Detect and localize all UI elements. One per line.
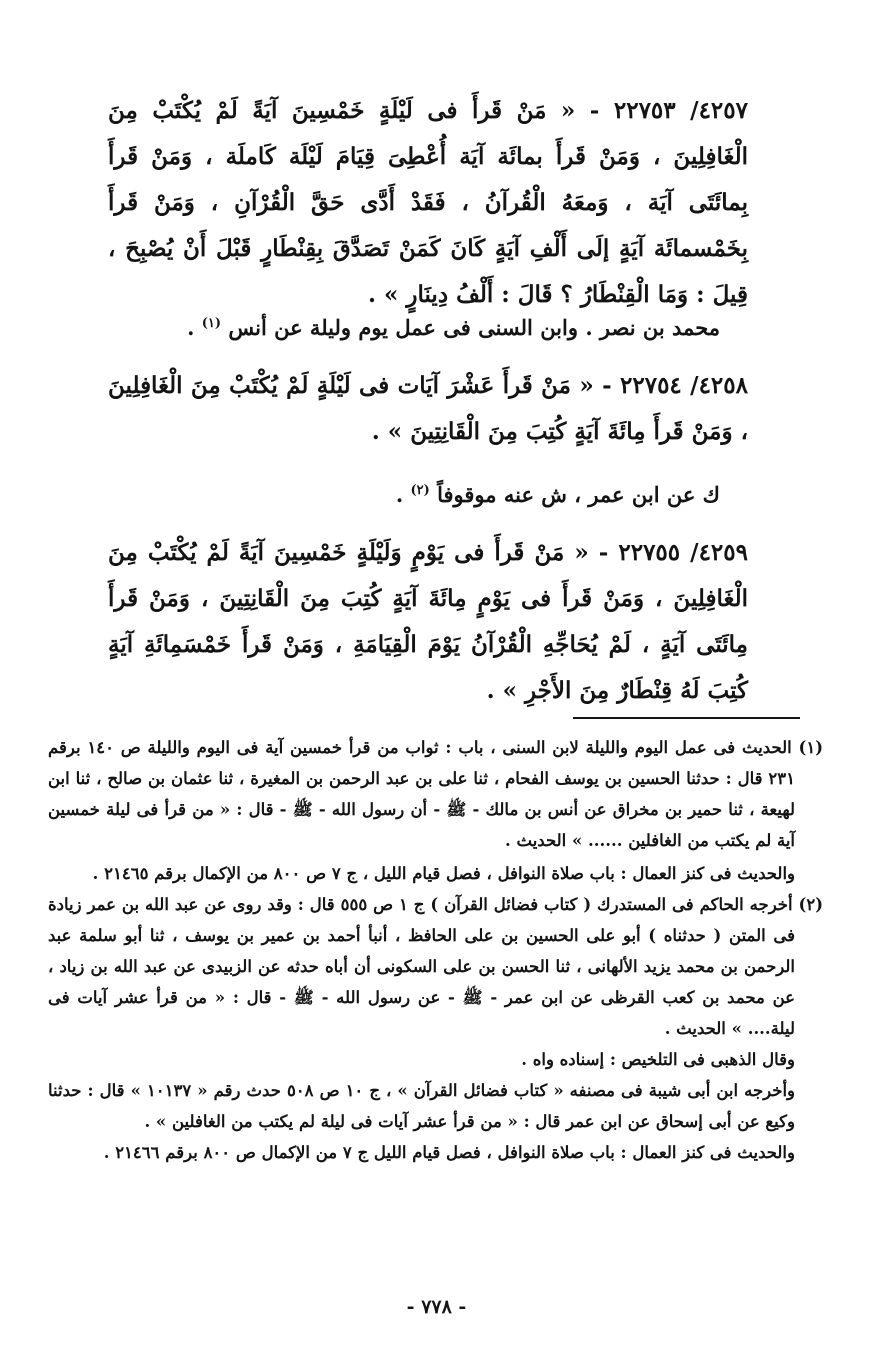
source-paragraph <box>108 308 748 348</box>
source-text: ك عن ابن عمر ، ش عنه موقوفاً <box>437 482 720 507</box>
footnote-2-continuation: والحديث فى كنز العمال : باب صلاة النوافل ، فصل قيام الليل ج ٧ من الإكمال ص ٨٠٠ برقم ٢١٤٦٦ . <box>103 1143 795 1162</box>
hadith-dash: - <box>593 372 612 399</box>
footnote-2-continuation: وأخرجه ابن أبى شيبة فى مصنفه « كتاب فضائل القرآن » ، ج ١٠ ص ٥٠٨ حدث رقم « ١٠١٣٧ » قال : حدثنا وكيع عن أبى إسحاق عن ابن عمر قال : « من قرأ عشر آيات فى ليلة لم يكتب من الغافلين » . <box>48 1081 796 1131</box>
footnote-ref: (١) <box>201 316 222 331</box>
footnote-1-continuation: والحديث فى كنز العمال : باب صلاة النوافل ، فصل قيام الليل ، ج ٧ ص ٨٠٠ من الإكمال برقم ٢١٤٦٥ . <box>92 864 795 883</box>
source-text: محمد بن نصر . وابن السنى فى عمل يوم وليلة عن أنس <box>228 315 720 340</box>
hadith-text: « مَنْ قَرأَ فى يَوْمٍ وَلَيْلَةٍ خَمْسِينَ آيَةً لَمْ يُكْتَبْ مِنَ الْغَافِلِينَ ، وَمَنْ قَرأَ فى يَوْمٍ مِائَةَ آيَةٍ كُتِبَ مِنَ الْقَانِتِينَ ، وَمَنْ قَرأَ مِائَتَى آيَةٍ ، لَمْ يُحَاجِّهِ الْقُرْآنُ يَوْمَ الْقِيَامَةِ ، وَمَنْ قَرأَ خَمْسَمِائَةِ آيَةٍ كُتِبَ لَهُ قِنْطَارٌ مِنَ الأَجْرِ » . <box>108 539 748 704</box>
footnote-ref: (٢) <box>410 483 430 498</box>
footnote-2-continuation: وقال الذهبى فى التلخيص : إسناده واه . <box>521 1050 795 1069</box>
source-line <box>108 475 748 515</box>
hadith-number: ٤٢٥٨/ ٢٢٧٥٤ <box>620 372 748 399</box>
source-end: . <box>395 482 404 507</box>
hadith-number: ٤٢٥٧/ ٢٢٧٥٣ <box>613 97 748 124</box>
footnote-2: (٢) أخرجه الحاكم فى المستدرك ( كتاب فضائل القرآن ) ج ١ ص ٥٥٥ قال : وقد روى عن عبد الله بن عمر زيادة فى المتن ( حدثناه ) أبو على الحسين بن على الحافظ ، أنبأ أحمد بن عمير بن يوسف ، ثنا أبو سلمة عبد الرحمن بن محمد يزيد الألهانى ، ثنا الحسن بن على السكونى أن أباه حدثه عن الزبيدى عن عبد الله بن زياد ، عن محمد بن كعب القرظى عن ابن عمر - ﷺ - عن رسول الله - ﷺ - قال : « من قرأ عشر آيات فى ليلة.... » الحديث . <box>48 895 824 1038</box>
footnotes <box>48 732 823 1168</box>
hadith-entry <box>108 530 748 714</box>
page-number: - ٧٧٨ - <box>406 1296 467 1318</box>
source-paragraph <box>108 475 748 515</box>
hadith-dash: - <box>588 539 609 566</box>
hadith-paragraph <box>108 88 748 318</box>
hadith-dash: - <box>575 97 600 124</box>
hadith-paragraph <box>108 530 748 714</box>
hadith-entry <box>108 88 748 318</box>
hadith-number: ٤٢٥٩/ ٢٢٧٥٥ <box>618 539 748 566</box>
source-end: . <box>187 315 195 340</box>
hadith-entry <box>108 363 748 455</box>
hadith-text: « مَنْ قَرأَ عَشْرَ آيَات فى لَيْلَةٍ لَمْ يُكْتَبْ مِنَ الْغَافِلِينَ ، وَمَنْ قَرأَ مِائَةَ آيَةٍ كُتِبَ مِنَ الْقَانِتِينَ » . <box>108 372 748 445</box>
hadith-text: « مَنْ قَرأَ فى لَيْلَةٍ خَمْسِينَ آيَةً لَمْ يُكْتَبْ مِنَ الْغَافِلِينَ ، وَمَنْ قَرأَ بمائَة آيَة أُعْطِىَ قِيَامَ لَيْلَة كَاملَة ، وَمَنْ قَرأَ بِمائَتَى آيَة ، وَمعَهُ الْقُرآنُ ، فَقَدْ أَدَّى حَقَّ الْقُرْآنِ ، وَمَنْ قَرأَ بِخَمْسمائَة آيَةٍ إلَى أَلْفِ آيَةٍ كَانَ كَمَنْ تَصَدَّقَ بِقِنْطَارٍ قَبْلَ أَنْ يُصْبِحَ ، قِيلَ : وَمَا الْقِنْطَارُ ؟ قَالَ : أَلْفُ دِينَارٍ » . <box>108 97 748 308</box>
source-line <box>108 308 748 348</box>
footnote-1: (١) الحديث فى عمل اليوم والليلة لابن السنى ، باب : ثواب من قرأ خمسين آية فى اليوم والليلة ص ١٤٠ برقم ٢٣١ قال : حدثنا الحسين بن يوسف الفحام ، ثنا على بن عبد الرحمن بن المغيرة ، ثنا عثمان بن صالح ، ثنا ابن لهيعة ، ثنا حمير بن مخراق عن أنس بن مالك - ﷺ - أن رسول الله - ﷺ - قال : « من قرأ فى ليلة خمسين آية لم يكتب من الغافلين ...... » الحديث . <box>48 738 824 850</box>
footnote-divider <box>573 717 800 719</box>
hadith-paragraph <box>108 363 748 455</box>
